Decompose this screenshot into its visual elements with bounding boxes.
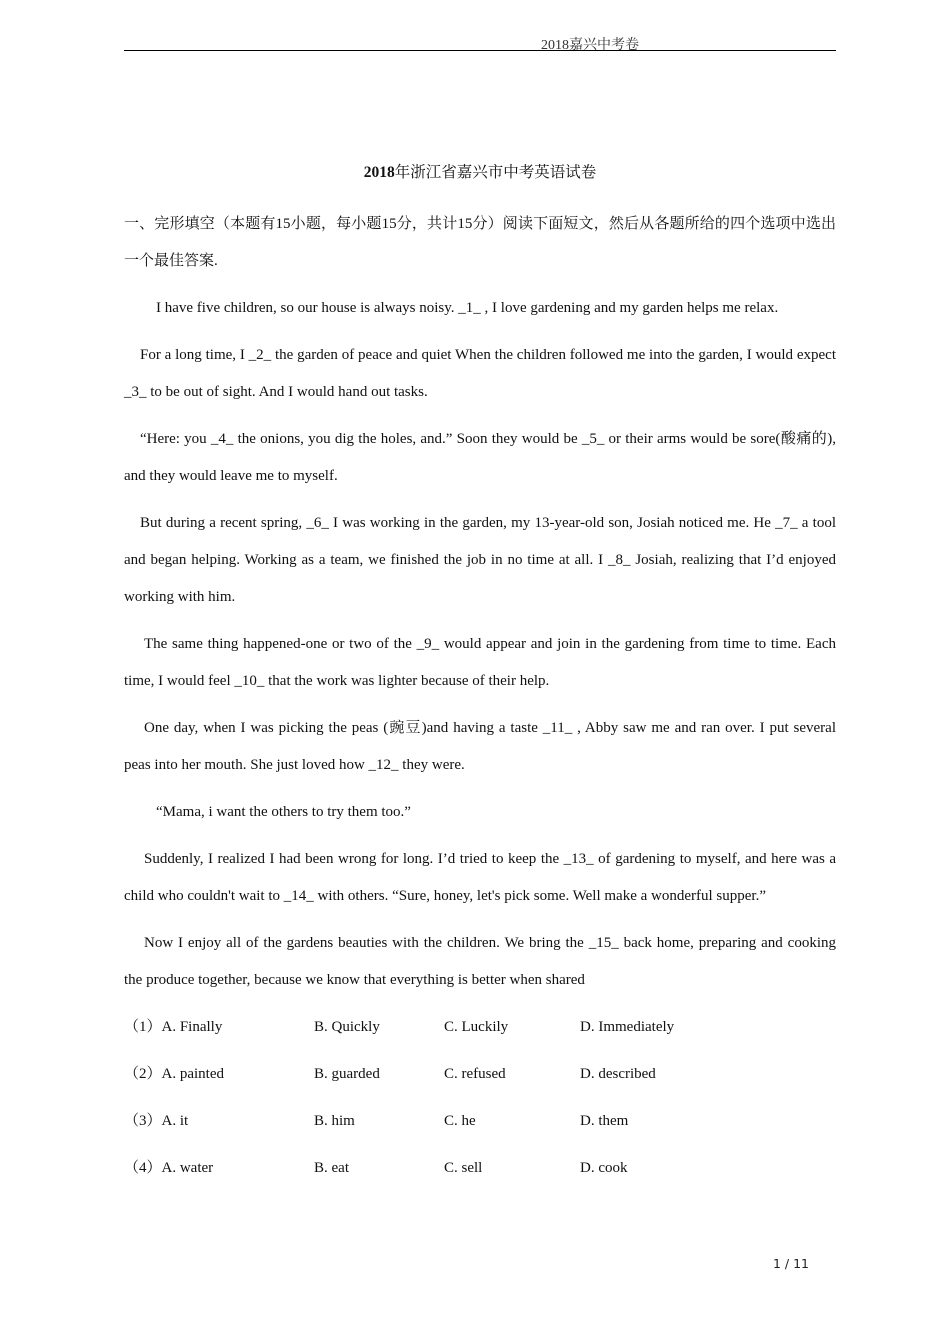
question-3-option-d: D. them [580,1113,629,1129]
passage-paragraph-5: The same thing happened-one or two of the _9_ would appear and join in the gardening from time to time. Each time, I would feel _10_ that the work was lighter because of their help. [124,636,836,689]
passage-paragraph-6: One day, when I was picking the peas (豌豆)and having a taste _11_ , Abby saw me and ran over. I put several peas into her mouth. She just loved how _12_ they were. [124,720,836,773]
document-body [124,160,836,1197]
passage-paragraph-3: “Here: you _4_ the onions, you dig the holes, and.” Soon they would be _5_ or their arms would be sore(酸痛的), and they would leave me to myself. [124,431,836,484]
question-2-option-d: D. described [580,1066,656,1082]
passage-paragraph-1: I have five children, so our house is always noisy. _1_ , I love gardening and my garden helps me relax. [156,300,779,316]
question-row-4 [124,1150,836,1187]
passage-paragraph-8: Suddenly, I realized I had been wrong for long. I’d tried to keep the _13_ of gardening to myself, and here was a child who couldn't wait to _14_ with others. “Sure, honey, let's pick some. Well make a wonderful supper.” [124,851,836,904]
question-2-option-b: B. guarded [314,1066,380,1082]
question-3-option-a: （3）A. it [124,1113,189,1129]
question-4-option-c: C. sell [444,1160,483,1176]
question-2-option-a: （2）A. painted [124,1066,224,1082]
exam-title-text: 年浙江省嘉兴市中考英语试卷 [394,164,597,181]
question-1-option-c: C. Luckily [444,1019,509,1035]
passage-paragraph-7: “Mama, i want the others to try them too.” [156,804,411,820]
passage-paragraph-4: But during a recent spring, _6_ I was working in the garden, my 13-year-old son, Josiah noticed me. He _7_ a tool and began helping. Working as a team, we finished the job in no time at all. I _8_ Josiah, realizing that I’d enjoyed working with him. [124,515,836,605]
question-1-option-b: B. Quickly [314,1019,380,1035]
header-rule [124,50,836,51]
page-header-title: 2018嘉兴中考卷 [541,38,639,53]
exam-title-year: 2018 [363,164,395,181]
question-4-option-a: （4）A. water [124,1160,214,1176]
question-3-option-b: B. him [314,1113,355,1129]
question-1-option-a: （1）A. Finally [124,1019,223,1035]
question-row-2 [124,1056,836,1093]
section-1-heading: 一、完形填空（本题有15小题，每小题15分，共计15分）阅读下面短文，然后从各题所给的四个选项中选出一个最佳答案. [124,216,836,269]
page-number: 1 / 11 [772,1256,810,1271]
question-2-option-c: C. refused [444,1066,506,1082]
exam-title [124,160,836,190]
question-row-3 [124,1103,836,1140]
passage-paragraph-9: Now I enjoy all of the gardens beauties with the children. We bring the _15_ back home, preparing and cooking the produce together, because we know that everything is better when shared [124,935,836,988]
question-row-1 [124,1009,836,1046]
passage-paragraph-2: For a long time, I _2_ the garden of peace and quiet When the children followed me into the garden, I would expect _3_ to be out of sight. And I would hand out tasks. [124,347,836,400]
question-4-option-d: D. cook [580,1160,628,1176]
question-1-option-d: D. Immediately [580,1019,675,1035]
question-4-option-b: B. eat [314,1160,349,1176]
question-3-option-c: C. he [444,1113,476,1129]
